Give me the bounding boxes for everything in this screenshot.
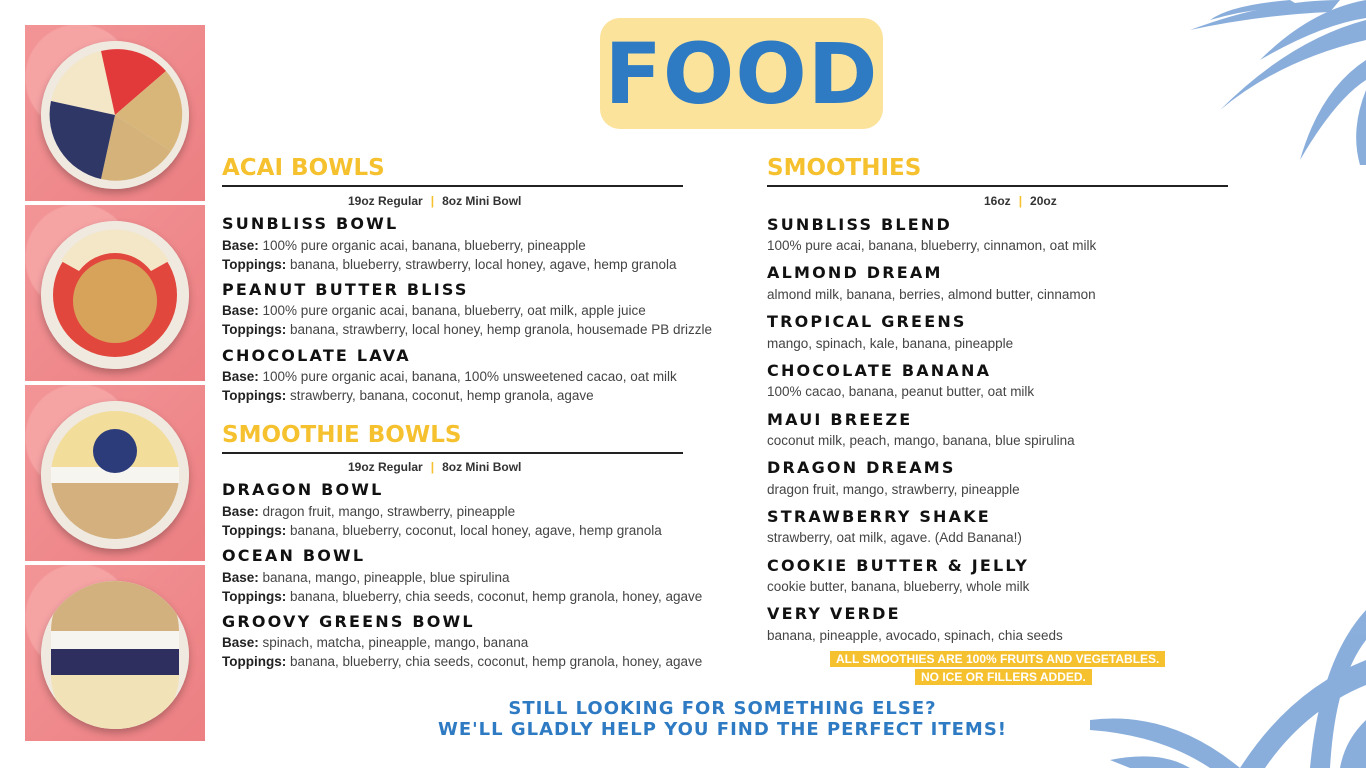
smoothie-desc: 100% pure acai, banana, blueberry, cinnamon, oat milk (767, 238, 1097, 253)
bowl-icon (41, 221, 189, 369)
smoothie-desc: mango, spinach, kale, banana, pineapple (767, 336, 1014, 351)
smoothie-name: SUNBLISS BLEND (767, 215, 952, 234)
smoothie-name: VERY VERDE (767, 604, 901, 623)
coconut-bowl-photo (25, 385, 205, 563)
palm-leaf-icon (1090, 0, 1366, 165)
menu-item-base: Base: 100% pure organic acai, banana, 100% unsweetened cacao, oat milk (222, 369, 677, 384)
smoothie-name: TROPICAL GREENS (767, 312, 967, 331)
menu-item-base: Base: dragon fruit, mango, strawberry, pineapple (222, 504, 516, 519)
menu-item-toppings: Toppings: banana, blueberry, chia seeds, coconut, hemp granola, honey, agave (222, 654, 703, 669)
menu-item-name: SUNBLISS BOWL (222, 214, 399, 233)
smoothie-desc: strawberry, oat milk, agave. (Add Banana!) (767, 530, 1022, 545)
menu-item-toppings: Toppings: banana, blueberry, coconut, local honey, agave, hemp granola (222, 523, 662, 538)
menu-item-name: DRAGON BOWL (222, 480, 384, 499)
bowl-icon (41, 401, 189, 549)
smoothie-desc: dragon fruit, mango, strawberry, pineapple (767, 482, 1020, 497)
page-title: FOOD (604, 24, 879, 123)
menu-item-name: PEANUT BUTTER BLISS (222, 280, 469, 299)
smoothie-bowls-divider (222, 452, 683, 454)
cta-line2: WE'LL GLADLY HELP YOU FIND THE PERFECT ITEMS! (437, 719, 1008, 740)
menu-item-base: Base: banana, mango, pineapple, blue spirulina (222, 570, 510, 585)
size-separator: | (430, 194, 435, 208)
menu-item-toppings: Toppings: banana, blueberry, chia seeds, coconut, hemp granola, honey, agave (222, 589, 703, 604)
palm-leaf-icon (1090, 600, 1366, 768)
photo-strip (25, 25, 205, 743)
smoothie-note-line2: NO ICE OR FILLERS ADDED. (915, 669, 1092, 685)
smoothie-name: COOKIE BUTTER & JELLY (767, 556, 1030, 575)
smoothie-bowls-section-title: SMOOTHIE BOWLS (222, 422, 462, 448)
smoothies-divider (767, 185, 1228, 187)
smoothies-section-title: SMOOTHIES (767, 155, 922, 181)
menu-item-toppings: Toppings: banana, blueberry, strawberry, local honey, agave, hemp granola (222, 257, 677, 272)
acai-section-title: ACAI BOWLS (222, 155, 385, 181)
smoothie-name: MAUI BREEZE (767, 410, 913, 429)
menu-item-base: Base: spinach, matcha, pineapple, mango, banana (222, 635, 529, 650)
acai-divider (222, 185, 683, 187)
size-20oz: 20oz (1030, 194, 1057, 208)
menu-item-name: CHOCOLATE LAVA (222, 346, 411, 365)
size-16oz: 16oz (984, 194, 1011, 208)
cta-line1: STILL LOOKING FOR SOMETHING ELSE? (508, 698, 937, 719)
smoothie-name: STRAWBERRY SHAKE (767, 507, 991, 526)
size-separator: | (430, 460, 435, 474)
smoothies-sizes (984, 194, 1057, 208)
acai-bowl-photo (25, 25, 205, 203)
smoothie-bowls-sizes (348, 460, 521, 474)
smoothie-desc: cookie butter, banana, blueberry, whole milk (767, 579, 1030, 594)
smoothie-name: ALMOND DREAM (767, 263, 943, 282)
smoothie-name: DRAGON DREAMS (767, 458, 956, 477)
size-mini: 8oz Mini Bowl (442, 460, 522, 474)
menu-item-toppings: Toppings: strawberry, banana, coconut, hemp granola, agave (222, 388, 594, 403)
size-mini: 8oz Mini Bowl (442, 194, 522, 208)
smoothie-desc: banana, pineapple, avocado, spinach, chia seeds (767, 628, 1063, 643)
title-badge (600, 18, 883, 129)
menu-item-base: Base: 100% pure organic acai, banana, blueberry, pineapple (222, 238, 586, 253)
smoothie-desc: coconut milk, peach, mango, banana, blue spirulina (767, 433, 1075, 448)
bowl-icon (41, 581, 189, 729)
dragon-bowl-photo (25, 565, 205, 743)
menu-item-toppings: Toppings: banana, strawberry, local honey, hemp granola, housemade PB drizzle (222, 322, 712, 337)
menu-item-base: Base: 100% pure organic acai, banana, blueberry, oat milk, apple juice (222, 303, 646, 318)
size-separator: | (1018, 194, 1023, 208)
smoothie-note-line1: ALL SMOOTHIES ARE 100% FRUITS AND VEGETABLES. (830, 651, 1165, 667)
peanut-butter-bowl-photo (25, 205, 205, 383)
menu-item-name: GROOVY GREENS BOWL (222, 612, 475, 631)
smoothie-desc: 100% cacao, banana, peanut butter, oat milk (767, 384, 1035, 399)
acai-sizes (348, 194, 521, 208)
size-regular: 19oz Regular (348, 194, 423, 208)
size-regular: 19oz Regular (348, 460, 423, 474)
smoothie-name: CHOCOLATE BANANA (767, 361, 992, 380)
bowl-icon (41, 41, 189, 189)
smoothie-desc: almond milk, banana, berries, almond butter, cinnamon (767, 287, 1096, 302)
menu-item-name: OCEAN BOWL (222, 546, 366, 565)
